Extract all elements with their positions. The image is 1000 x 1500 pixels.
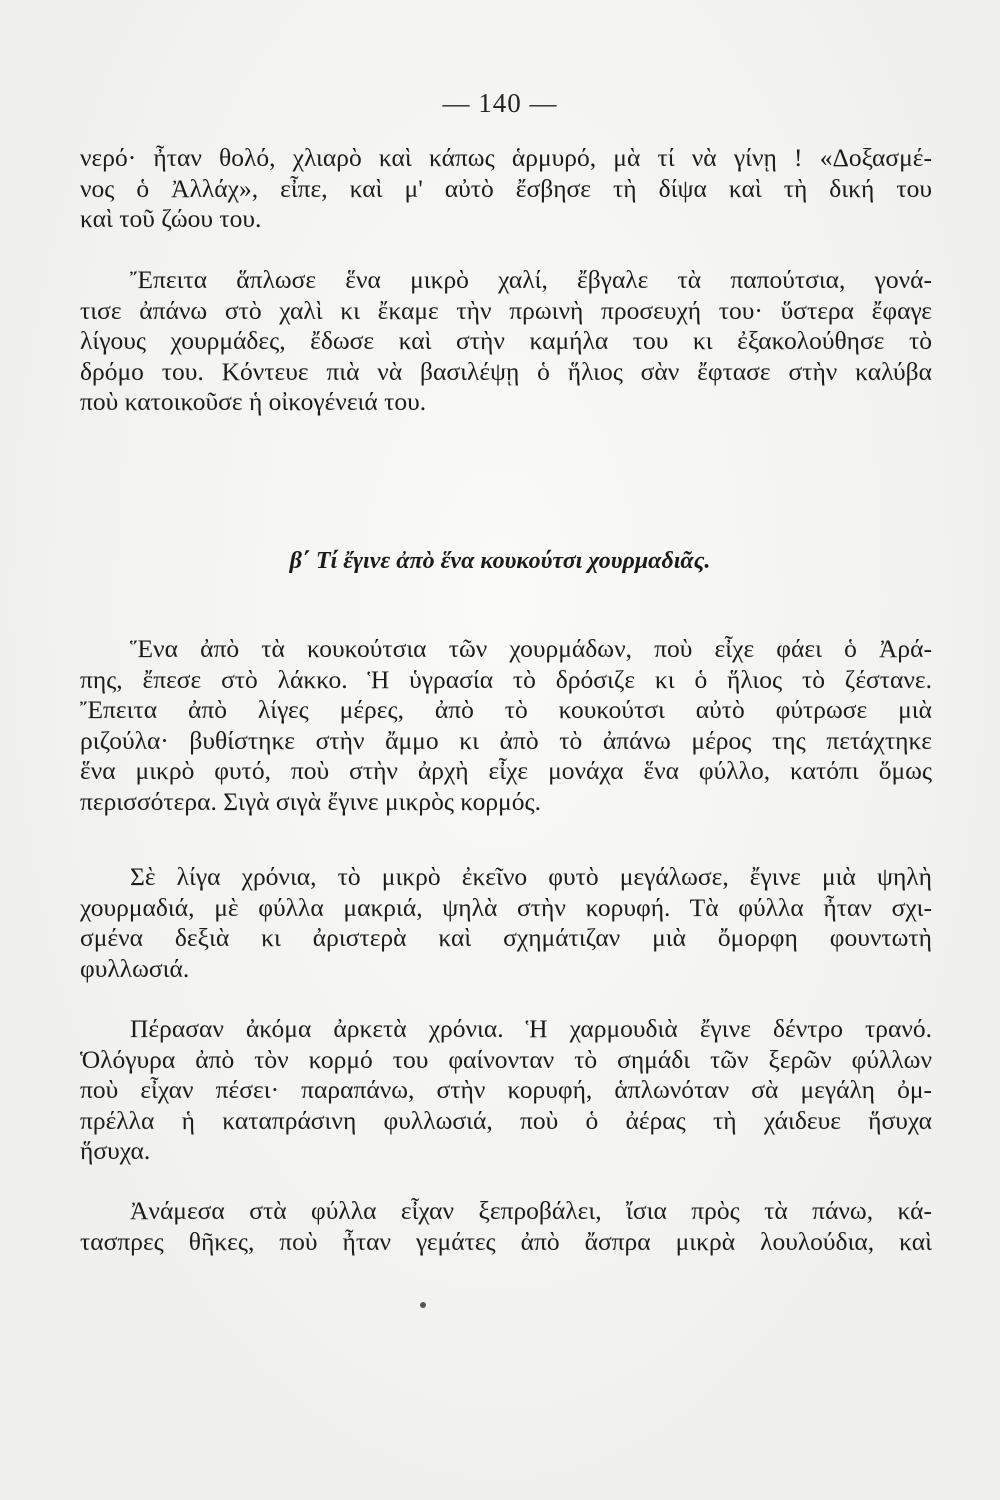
page-number: — 140 — (442, 88, 558, 118)
text-line: δρόμο του. Κόντευε πιὰ νὰ βασιλέψῃ ὁ ἥλιος σὰν ἔφτασε στὴν καλύβα (80, 356, 932, 386)
text-line: Ἔπειτα ἀπὸ λίγες μέρες, ἀπὸ τὸ κουκούτσι αὐτὸ φύτρωσε μιὰ (80, 695, 932, 724)
text-line: Ἔπειτα ἅπλωσε ἕνα μικρὸ χαλί, ἔβγαλε τὰ παπούτσια, γονά- (130, 265, 932, 294)
text-line: Σὲ λίγα χρόνια, τὸ μικρὸ ἐκεῖνο φυτὸ μεγάλωσε, ἔγινε μιὰ ψηλὴ (130, 862, 932, 891)
text-line: λίγους χουρμάδες, ἔδωσε καὶ στὴν καμήλα του κι ἐξακολούθησε τὸ (80, 326, 932, 355)
text-line: καὶ τοῦ ζώου του. (80, 204, 262, 233)
text-line: νος ὁ Ἀλλάχ», εἶπε, καὶ μ' αὐτὸ ἔσβησε τὴ δίψα καὶ τὴ δική του (80, 173, 932, 203)
text-line: φυλλωσιά. (80, 953, 190, 983)
text-line: τασπρες θῆκες, ποὺ ἦταν γεμάτες ἀπὸ ἄσπρα μικρὰ λουλούδια, καὶ (80, 1226, 932, 1256)
paragraph-date-pit (80, 634, 932, 817)
text-line: Πέρασαν ἀκόμα ἀρκετὰ χρόνια. Ἡ χαρμουδιὰ ἔγινε δέντρο τρανό. (130, 1014, 932, 1043)
text-line: τισε ἀπάνω στὸ χαλὶ κι ἔκαμε τὴν πρωινὴ προσευχή του· ὕστερα ἔφαγε (80, 295, 932, 325)
ink-dot (420, 1302, 426, 1308)
paragraph-prayer (80, 265, 932, 418)
paragraph-growth (80, 862, 932, 984)
text-line: Ἕνα ἀπὸ τὰ κουκούτσια τῶν χουρμάδων, ποὺ εἶχε φάει ὁ Ἀρά- (130, 634, 932, 663)
text-line: περισσότερα. Σιγὰ σιγὰ ἔγινε μικρὸς κορμός. (80, 786, 541, 816)
text-line: σμένα δεξιὰ κι ἀριστερὰ καὶ σχημάτιζαν μιὰ ὄμορφη φουντωτὴ (80, 923, 932, 952)
text-line: ριζούλα· βυθίστηκε στὴν ἄμμο κι ἀπὸ τὸ ἀπάνω μέρος της πετάχτηκε (80, 725, 932, 755)
text-line: ποὺ εἶχαν πέσει· παραπάνω, στὴν κορυφή, ἁπλωνόταν σὰ μεγάλη ὀμ- (80, 1075, 932, 1104)
text-line: πης, ἔπεσε στὸ λάκκο. Ἡ ὑγρασία τὸ δρόσιζε κι ὁ ἥλιος τὸ ζέστανε. (80, 664, 932, 694)
paragraph-tree (80, 1014, 932, 1167)
text-line: ἥσυχα. (80, 1136, 151, 1165)
text-line: πρέλλα ἡ καταπράσινη φυλλωσιά, ποὺ ὁ ἀέρας τὴ χάιδευε ἥσυχα (80, 1105, 932, 1135)
paragraph-flowers (80, 1196, 932, 1257)
text-line: Ὁλόγυρα ἀπὸ τὸν κορμό του φαίνονταν τὸ σημάδι τῶν ξερῶν φύλλων (80, 1044, 932, 1074)
text-line: ἕνα μικρὸ φυτό, ποὺ στὴν ἀρχὴ εἶχε μονάχα ἕνα φύλλο, κατόπι ὅμως (80, 756, 932, 785)
text-line: χουρμαδιά, μὲ φύλλα μακριά, ψηλὰ στὴν κορυφή. Τὰ φύλλα ἦταν σχι- (80, 892, 932, 922)
paragraph-continuation (80, 143, 932, 235)
section-heading: β΄ Τί ἔγινε ἀπὸ ἕνα κουκούτσι χουρμαδιᾶς. (289, 548, 711, 574)
text-line: νερό· ἦταν θολό, χλιαρὸ καὶ κάπως ἁρμυρό, μὰ τί νὰ γίνῃ ! «Δοξασμέ- (80, 143, 932, 172)
text-line: ποὺ κατοικοῦσε ἡ οἰκογένειά του. (80, 387, 427, 416)
text-line: Ἀνάμεσα στὰ φύλλα εἶχαν ξεπροβάλει, ἴσια πρὸς τὰ πάνω, κά- (130, 1196, 932, 1225)
